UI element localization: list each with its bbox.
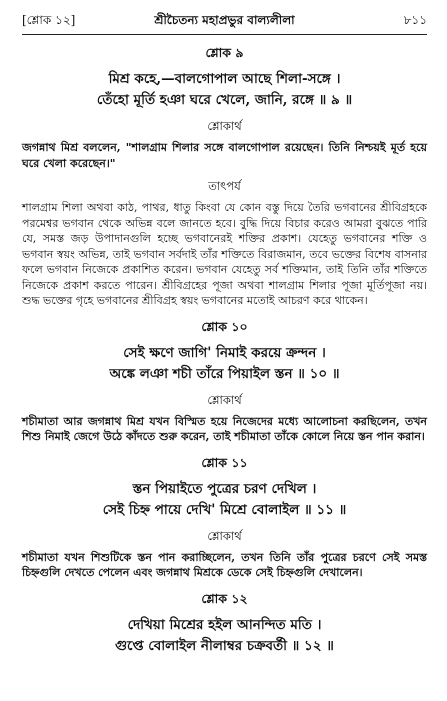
verse-line: মিশ্র কহে,—বালগোপাল আছে শিলা-সঙ্গে । <box>108 71 341 87</box>
page-number: ৮১১ <box>403 13 427 27</box>
verse-line: সেই ক্ষণে জাগি' নিমাই করয়ে ক্রন্দন । <box>123 344 326 361</box>
verse-number: শ্লোক ১০ <box>201 318 248 334</box>
translation-paragraph: শচীমাতা আর জগন্নাথ মিশ্র যখন বিস্মিত হয়ে নিজেদের মধ্যে আলোচনা করছিলেন, তখন শিশু নিমাই জেগে উঠে কাঁদতে শুরু করেন, তাই শচীমাতা তাঁকে কোলে নিয়ে স্তন পান করান। <box>22 414 427 443</box>
section-heading: শ্লোকার্থ <box>207 392 242 407</box>
verse-line: গুপ্তে বোলাইল নীলাম্বর চক্রবর্তী ॥ ১২ ॥ <box>115 637 334 654</box>
section-heading: তাৎপর্য <box>208 179 241 193</box>
verse-line: তেঁহো মূর্তি হঞা ঘরে খেলে, জানি, রঙ্গে ॥ ৯ ॥ <box>96 92 353 108</box>
verse-number: শ্লোক ১২ <box>201 590 248 606</box>
verse-line: অঙ্কে লঞা শচী তাঁরে পিয়াইল স্তন ॥ ১০ ॥ <box>109 365 340 382</box>
translation-paragraph: শচীমাতা যখন শিশুটিকে স্তন পান করাচ্ছিলেন, তখন তিনি তাঁর পুত্রের চরণে সেই সমস্ত চিহ্নগুলি দেখতে পেলেন এবং জগন্নাথ মিশ্রকে ডেকে সেই চিহ্নগুলি দেখালেন। <box>22 550 427 579</box>
header-rule <box>22 34 427 35</box>
section-heading: শ্লোকার্থ <box>207 528 242 543</box>
verse-line: দেখিয়া মিশ্রের হইল আনন্দিত মতি । <box>127 616 322 633</box>
verse-line: সেই চিহ্ন পায়ে দেখি' মিশ্রে বোলাইল ॥ ১১ ॥ <box>102 501 347 518</box>
purport-paragraph: শালগ্রাম শিলা অথবা কাঠ, পাথর, ধাতু কিংবা যে কোন বস্তু দিয়ে তৈরি ভগবানের শ্রীবিগ্রহকে পরমেশ্বর ভগবান থেকে অভিন্ন বলে জানতে হবে। বুদ্ধি দিয়ে বিচার করেও আমরা বুঝতে পারি যে, সমস্ত জড় উপাদানগুলি হচ্ছে ভগবানেরই শক্তির প্রকাশ। যেহেতু ভগবানের শক্তি ও ভগবান স্বয়ং অভিন্ন, তাই ভগবান সর্বদাই তাঁর শক্তিতে বিরাজমান, তবে ভক্তের বিশেষ বাসনার ফলে ভগবান নিজেকে প্রকাশিত করেন। ভগবান যেহেতু সর্ব শক্তিমান, তাই তিনি তাঁর শক্তিতে নিজেকে প্রকাশ করতে পারেন। শ্রীবিগ্রহের পূজা অথবা শালগ্রাম শিলার পূজা মূর্তিপূজা নয়। শুদ্ধ ভক্তের গৃহে ভগবানের শ্রীবিগ্রহ স্বয়ং ভগবানের মতোই আচরণ করে থাকেন। <box>22 201 427 307</box>
verse-number: শ্লোক ১১ <box>201 454 248 470</box>
translation-paragraph: জগন্নাথ মিশ্র বললেন, "শালগ্রাম শিলার সঙ্গে বালগোপাল রয়েছেন। তিনি নিশ্চয়ই মূর্ত হয়ে ঘরে খেলা করেছেন।" <box>22 141 427 170</box>
page-content <box>22 45 427 657</box>
header-chapter-title: শ্রীচৈতন্য মহাপ্রভুর বাল্যলীলা <box>154 13 295 27</box>
section-heading: শ্লোকার্থ <box>207 119 242 133</box>
book-page <box>22 12 427 692</box>
header-verse-ref: [শ্লোক ১২] <box>22 13 76 27</box>
verse-number: শ্লোক ৯ <box>205 45 244 60</box>
running-header <box>22 12 427 34</box>
verse-line: স্তন পিয়াইতে পুত্রের চরণ দেখিল । <box>132 480 317 497</box>
